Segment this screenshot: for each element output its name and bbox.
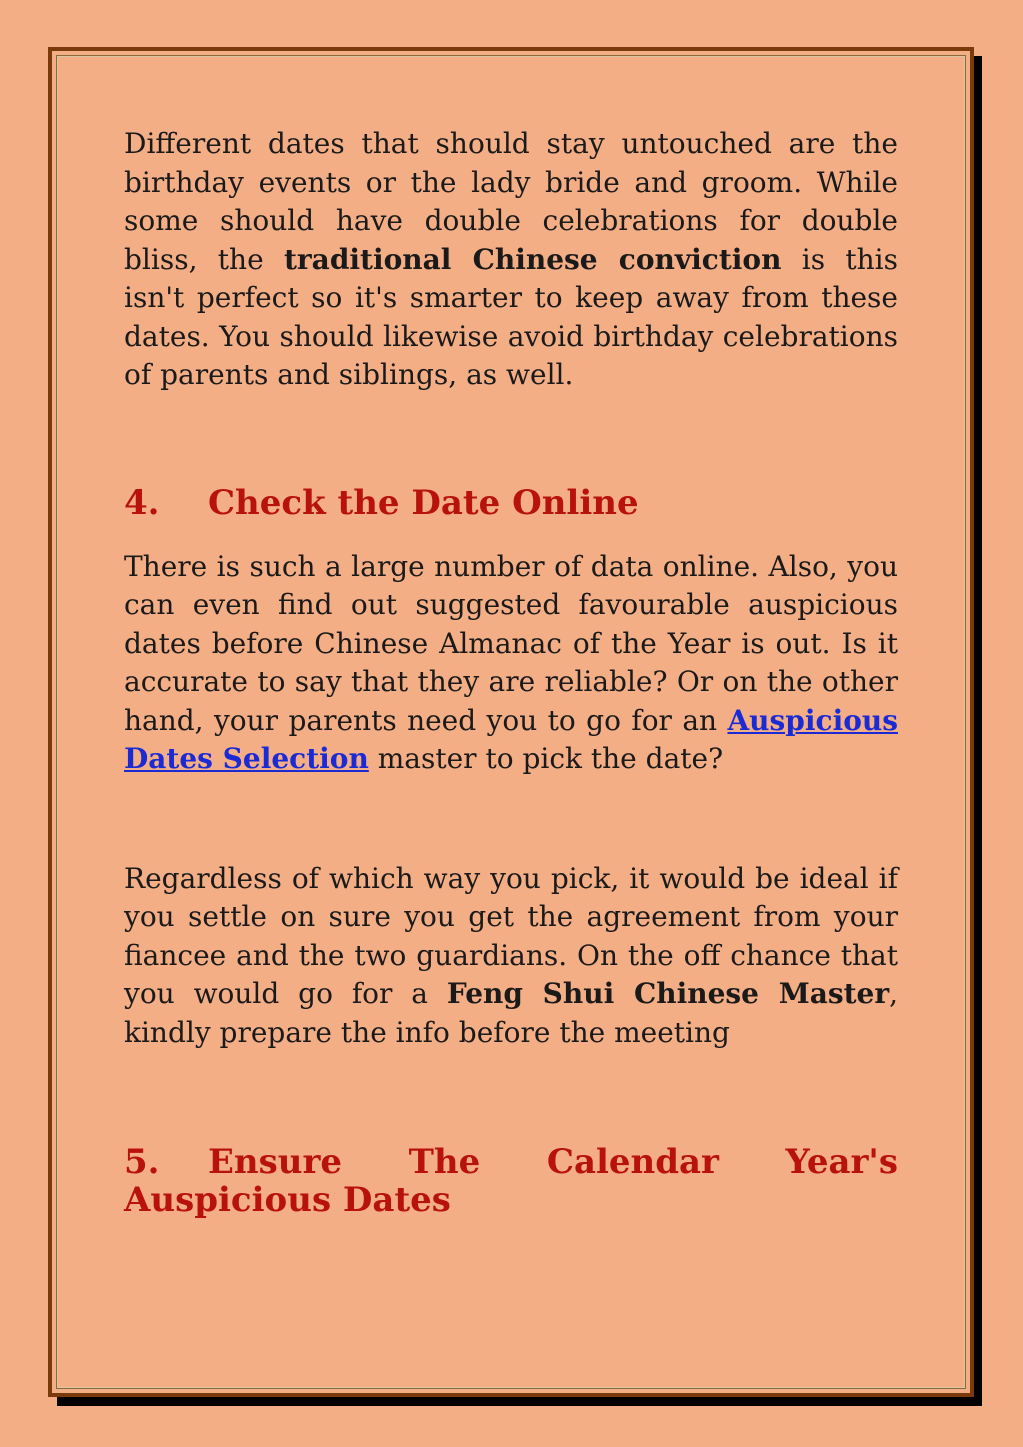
paragraph-birthday-dates (124, 125, 898, 395)
section-title: Check the Date Online (208, 482, 639, 523)
paragraph-text: Regardless of which way you pick, it would be ideal if you settle on sure you get the agreement from your fiancee and the two guardians. On the off chance that you would go for a (124, 861, 898, 1010)
section-heading-check-date-online (124, 484, 898, 522)
paragraph-agreement (124, 860, 898, 1053)
paragraph-text: There is such a large number of data online. Also, you can even find out suggested favourable auspicious dates before Chinese Almanac of the Year is out. Is it accurate to say that they are reliable? Or on the other hand, your parents need you to go for an (124, 549, 898, 737)
section-number: 4. (124, 482, 160, 523)
paragraph-text: master to pick the date? (368, 742, 724, 775)
paragraph-text: is this isn't perfect so it's smarter to keep away from these dates. You should likewise avoid birthday celebrations of parents and siblings, as well. (124, 242, 898, 391)
auspicious-dates-selection-link[interactable]: Auspicious Dates Selection (124, 703, 898, 775)
bold-phrase-feng-shui-master: Feng Shui Chinese Master (446, 977, 890, 1010)
section-heading-calendar-year-dates (124, 1143, 898, 1219)
paragraph-text: Different dates that should stay untouched are the birthday events or the lady bride and groom. While some should have double celebrations for double bliss, the (124, 127, 898, 276)
bold-phrase-traditional-conviction: traditional Chinese conviction (283, 242, 782, 276)
section-title: Ensure The Calendar Year's Auspicious Dates (124, 1142, 898, 1220)
paragraph-text: , kindly prepare the info before the meeting (124, 977, 899, 1049)
paragraph-data-online (124, 548, 898, 779)
section-number: 5. (124, 1142, 160, 1182)
page-content (124, 125, 898, 1219)
